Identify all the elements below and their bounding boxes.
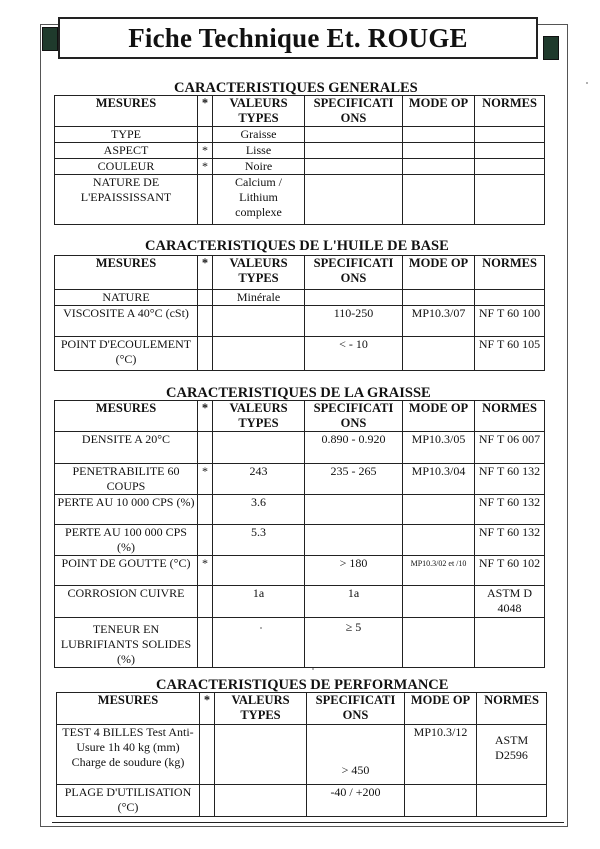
header-normes: NORMES (475, 256, 545, 290)
table-row (55, 556, 545, 586)
cell-spec (305, 495, 403, 525)
cell-mesure: CORROSION CUIVRE (55, 586, 198, 618)
cell-mesure: DENSITE A 20°C (55, 432, 198, 464)
cell-mode: MP10.3/07 (403, 306, 475, 337)
header-specifications: SPECIFICATI ONS (305, 401, 403, 432)
cell-mode (403, 290, 475, 306)
table-row (55, 175, 545, 225)
cell-norme (475, 127, 545, 143)
cell-star (198, 337, 213, 371)
cell-norme: ASTM D 4048 (475, 586, 545, 618)
cell-valeur: 243 (213, 464, 305, 495)
cell-valeur (213, 306, 305, 337)
cell-star: * (198, 143, 213, 159)
header-star: * (198, 96, 213, 127)
cell-mesure: TENEUR EN LUBRIFIANTS SOLIDES (%) (55, 618, 198, 668)
header-mode-op: MODE OP (403, 401, 475, 432)
section-title-graisse: CARACTERISTIQUES DE LA GRAISSE (166, 385, 431, 401)
header-star: * (198, 256, 213, 290)
table-row (55, 306, 545, 337)
cell-valeur (215, 725, 307, 785)
cell-mesure: VISCOSITE A 40°C (cSt) (55, 306, 198, 337)
cell-mesure: COULEUR (55, 159, 198, 175)
header-mesures: MESURES (57, 693, 200, 725)
cell-norme: NF T 06 007 (475, 432, 545, 464)
header-specifications: SPECIFICATI ONS (307, 693, 405, 725)
cell-spec: -40 / +200 (307, 785, 405, 817)
title-box (58, 17, 538, 59)
cell-valeur (213, 556, 305, 586)
cell-norme: NF T 60 132 (475, 525, 545, 556)
cell-mesure: PERTE AU 10 000 CPS (%) (55, 495, 198, 525)
header-normes: NORMES (475, 96, 545, 127)
header-specifications: SPECIFICATI ONS (305, 256, 403, 290)
section-title-performance: CARACTERISTIQUES DE PERFORMANCE (156, 677, 449, 693)
cell-star (198, 175, 213, 225)
table-row (55, 618, 545, 668)
header-star: * (200, 693, 215, 725)
cell-spec: 235 - 265 (305, 464, 403, 495)
cell-mode (403, 495, 475, 525)
table-row (55, 495, 545, 525)
cell-norme (475, 290, 545, 306)
header-mesures: MESURES (55, 96, 198, 127)
cell-star (198, 432, 213, 464)
cell-mode (403, 159, 475, 175)
cell-mesure: ASPECT (55, 143, 198, 159)
header-mesures: MESURES (55, 256, 198, 290)
cell-valeur: Graisse (213, 127, 305, 143)
page-bottom-rule (52, 822, 564, 823)
table-row (55, 290, 545, 306)
cell-star (198, 495, 213, 525)
cell-star (200, 725, 215, 785)
cell-valeur: 3.6 (213, 495, 305, 525)
cell-mode: MP10.3/02 et /10 (403, 556, 475, 586)
cell-star (198, 618, 213, 668)
cell-mode (403, 143, 475, 159)
cell-spec: > 450 (307, 725, 405, 785)
cell-mode (403, 337, 475, 371)
cell-mesure: TYPE (55, 127, 198, 143)
table-row (55, 127, 545, 143)
cell-valeur: Minérale (213, 290, 305, 306)
cell-mode (403, 586, 475, 618)
cell-norme (475, 143, 545, 159)
cell-star (198, 525, 213, 556)
cell-norme: NF T 60 105 (475, 337, 545, 371)
cell-star: * (198, 556, 213, 586)
header-normes: NORMES (477, 693, 547, 725)
cell-mesure: NATURE (55, 290, 198, 306)
table-header-row (57, 693, 547, 725)
table-row (55, 143, 545, 159)
table-huile (54, 255, 545, 371)
table-row (55, 159, 545, 175)
table-header-row (55, 256, 545, 290)
table-row (55, 586, 545, 618)
header-mode-op: MODE OP (403, 96, 475, 127)
scan-speck (586, 82, 588, 84)
cell-mesure: POINT DE GOUTTE (°C) (55, 556, 198, 586)
header-valeurs: VALEURS TYPES (213, 401, 305, 432)
document-title: Fiche Technique Et. ROUGE (128, 22, 468, 53)
cell-mesure: PERTE AU 100 000 CPS (%) (55, 525, 198, 556)
cell-star (198, 306, 213, 337)
header-normes: NORMES (475, 401, 545, 432)
cell-norme (475, 175, 545, 225)
cell-norme: NF T 60 132 (475, 495, 545, 525)
table-performance (56, 692, 547, 817)
cell-mesure: PENETRABILITE 60 COUPS (55, 464, 198, 495)
cell-norme (475, 618, 545, 668)
cell-spec (305, 143, 403, 159)
cell-star (198, 127, 213, 143)
cell-spec (305, 525, 403, 556)
cell-valeur (213, 618, 305, 668)
header-valeurs: VALEURS TYPES (215, 693, 307, 725)
cell-mode (403, 127, 475, 143)
cell-norme (477, 785, 547, 817)
section-title-huile: CARACTERISTIQUES DE L'HUILE DE BASE (145, 238, 449, 254)
cell-norme: NF T 60 102 (475, 556, 545, 586)
cell-valeur (213, 337, 305, 371)
corner-ornament-left (42, 27, 58, 51)
cell-mode (403, 618, 475, 668)
cell-mesure: PLAGE D'UTILISATION (°C) (57, 785, 200, 817)
table-row (55, 337, 545, 371)
cell-spec: < - 10 (305, 337, 403, 371)
cell-spec (305, 159, 403, 175)
cell-spec: ≥ 5 (305, 618, 403, 668)
cell-mode (405, 785, 477, 817)
cell-mode: MP10.3/12 (405, 725, 477, 785)
cell-valeur: Calcium / Lithium complexe (213, 175, 305, 225)
cell-mesure: POINT D'ECOULEMENT (°C) (55, 337, 198, 371)
header-valeurs: VALEURS TYPES (213, 96, 305, 127)
table-row (57, 725, 547, 785)
cell-star (198, 586, 213, 618)
cell-star (200, 785, 215, 817)
cell-star: * (198, 159, 213, 175)
cell-star (198, 290, 213, 306)
header-mesures: MESURES (55, 401, 198, 432)
cell-norme (475, 159, 545, 175)
table-header-row (55, 401, 545, 432)
cell-mesure: NATURE DE L'EPAISSISSANT (55, 175, 198, 225)
cell-valeur: 5.3 (213, 525, 305, 556)
header-valeurs: VALEURS TYPES (213, 256, 305, 290)
cell-mode: MP10.3/04 (403, 464, 475, 495)
table-row (55, 525, 545, 556)
table-generales (54, 95, 545, 225)
table-row (55, 464, 545, 495)
corner-ornament-right (543, 36, 559, 60)
scan-speck (312, 668, 314, 670)
header-specifications: SPECIFICATI ONS (305, 96, 403, 127)
cell-spec (305, 290, 403, 306)
cell-valeur: 1a (213, 586, 305, 618)
cell-mesure: TEST 4 BILLES Test Anti-Usure 1h 40 kg (mm) Charge de soudure (kg) (57, 725, 200, 785)
header-mode-op: MODE OP (403, 256, 475, 290)
table-row (57, 785, 547, 817)
cell-mode: MP10.3/05 (403, 432, 475, 464)
cell-valeur (215, 785, 307, 817)
cell-norme: NF T 60 132 (475, 464, 545, 495)
cell-valeur (213, 432, 305, 464)
cell-norme: ASTM D2596 (477, 725, 547, 785)
cell-spec (305, 175, 403, 225)
section-title-generales: CARACTERISTIQUES GENERALES (174, 80, 418, 96)
cell-valeur: Lisse (213, 143, 305, 159)
header-star: * (198, 401, 213, 432)
cell-mode (403, 175, 475, 225)
cell-spec: 110-250 (305, 306, 403, 337)
header-mode-op: MODE OP (405, 693, 477, 725)
table-header-row (55, 96, 545, 127)
cell-spec: > 180 (305, 556, 403, 586)
table-row (55, 432, 545, 464)
cell-star: * (198, 464, 213, 495)
table-graisse (54, 400, 545, 668)
scan-speck (260, 627, 262, 629)
cell-norme: NF T 60 100 (475, 306, 545, 337)
cell-spec: 0.890 - 0.920 (305, 432, 403, 464)
cell-valeur: Noire (213, 159, 305, 175)
cell-mode (403, 525, 475, 556)
cell-spec (305, 127, 403, 143)
cell-spec: 1a (305, 586, 403, 618)
